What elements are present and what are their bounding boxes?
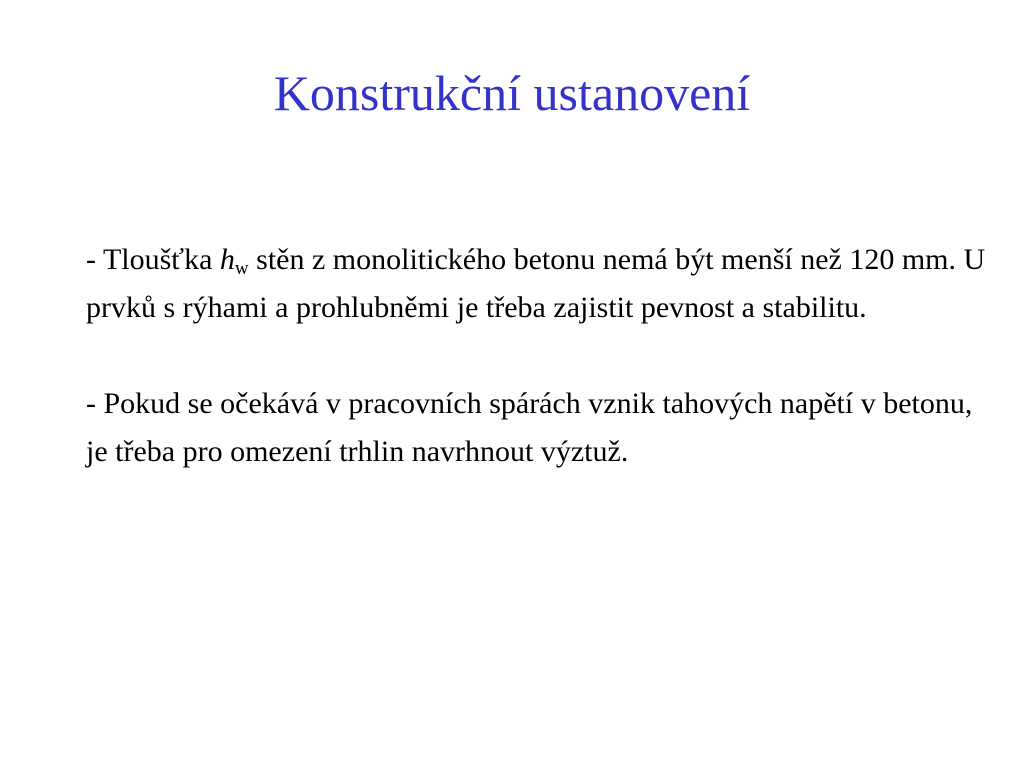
paragraph-wall-thickness: [86, 236, 986, 332]
paragraph-text-rest: stěn z monolitického betonu nemá být menší než 120 mm. U prvků s rýhami a prohlubněmi je třeba zajistit pevnost a stabilitu.: [86, 243, 986, 324]
thickness-symbol-letter: h: [219, 243, 235, 276]
slide-body: [86, 236, 986, 476]
thickness-symbol-subscript: w: [234, 258, 249, 279]
paragraph-text-start: - Tloušťka: [86, 243, 220, 276]
thickness-symbol: [219, 243, 249, 279]
paragraph-reinforcement: - Pokud se očekává v pracovních spárách vznik tahových napětí v betonu, je třeba pro omezení trhlin navrhnout výztuž.: [86, 387, 973, 468]
slide-title: Konstrukční ustanovení: [273, 65, 751, 121]
